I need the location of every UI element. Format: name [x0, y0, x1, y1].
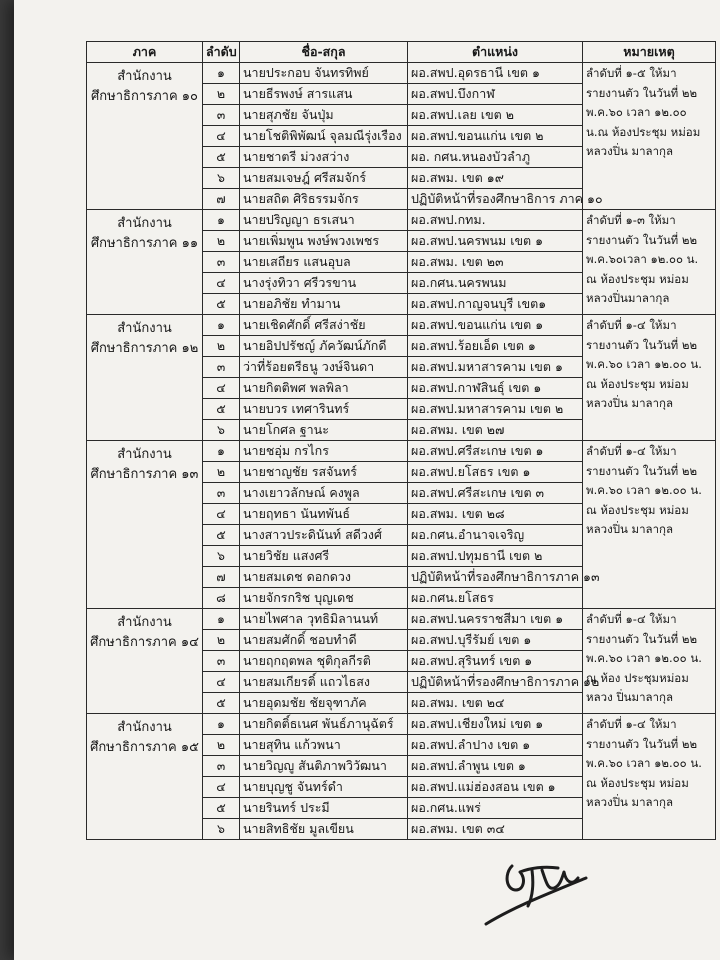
name-cell: นายสมเดช ดอกดวง [240, 567, 408, 588]
name-cell: ว่าที่ร้อยตรีธนู วงษ์จินดา [240, 357, 408, 378]
order-cell: ๒ [203, 630, 240, 651]
order-cell: ๑ [203, 315, 240, 336]
position-cell: ผอ.สพป.แม่ฮ่องสอน เขต ๑ [408, 777, 583, 798]
header-position: ตำแหน่ง [408, 42, 583, 63]
region-cell: สำนักงาน ศึกษาธิการภาค ๑๒ [87, 315, 203, 441]
name-cell: นายสุภชัย จันปุ่ม [240, 105, 408, 126]
position-cell: ผอ.กศน.แพร่ [408, 798, 583, 819]
order-cell: ๔ [203, 777, 240, 798]
name-cell: นายวิญญู สันติภาพวิวัฒนา [240, 756, 408, 777]
name-cell: นายฤทธา นันทพันธ์ [240, 504, 408, 525]
position-cell: ผอ.สพป.มหาสารคาม เขต ๒ [408, 399, 583, 420]
name-cell: นายอุดมชัย ชัยจุฑาภัค [240, 693, 408, 714]
position-cell: ผอ. กศน.หนองบัวลำภู [408, 147, 583, 168]
name-cell: นายชาตรี ม่วงสว่าง [240, 147, 408, 168]
header-note: หมายเหตุ [583, 42, 716, 63]
order-cell: ๔ [203, 126, 240, 147]
order-cell: ๑ [203, 63, 240, 84]
name-cell: นายอิปปรัชญ์ ภัควัฒน์ภักดี [240, 336, 408, 357]
name-cell: นายชอุ่ม กรไกร [240, 441, 408, 462]
name-cell: นายรินทร์ ประมี [240, 798, 408, 819]
position-cell: ผอ.สพป.ยโสธร เขต ๑ [408, 462, 583, 483]
order-cell: ๒ [203, 735, 240, 756]
position-cell: ผอ.สพป.ปทุมธานี เขต ๒ [408, 546, 583, 567]
name-cell: นายไพศาล วุทธิมิลานนท์ [240, 609, 408, 630]
order-cell: ๑ [203, 441, 240, 462]
position-cell: ผอ.สพป.ศรีสะเกษ เขต ๑ [408, 441, 583, 462]
position-cell: ผอ.สพป.เชียงใหม่ เขต ๑ [408, 714, 583, 735]
order-cell: ๖ [203, 168, 240, 189]
order-cell: ๘ [203, 588, 240, 609]
position-cell: ผอ.สพป.นครราชสีมา เขต ๑ [408, 609, 583, 630]
header-row [87, 42, 716, 63]
name-cell: นายโชติพิพัฒน์ จุลมณีรุ่งเรือง [240, 126, 408, 147]
position-cell: ผอ.สพป.กทม. [408, 210, 583, 231]
position-cell: ผอ.สพม. เขต ๓๔ [408, 819, 583, 840]
table-body [87, 63, 716, 840]
order-cell: ๔ [203, 273, 240, 294]
region-cell: สำนักงาน ศึกษาธิการภาค ๑๓ [87, 441, 203, 609]
name-cell: นายชาญชัย รสจันทร์ [240, 462, 408, 483]
order-cell: ๖ [203, 420, 240, 441]
position-cell: ผอ.กศน.อำนาจเจริญ [408, 525, 583, 546]
name-cell: นายกิตติ์ธเนศ พันธ์ภานุฉัตร์ [240, 714, 408, 735]
name-cell: นายสมเกียรติ์ แถวไธสง [240, 672, 408, 693]
order-cell: ๖ [203, 546, 240, 567]
name-cell: นายสมเจษฎ์ ศรีสมจักร์ [240, 168, 408, 189]
document-page [14, 0, 720, 960]
position-cell: ผอ.สพป.กาญจนบุรี เขต๑ [408, 294, 583, 315]
region-cell: สำนักงาน ศึกษาธิการภาค ๑๔ [87, 609, 203, 714]
header-order: ลำดับ [203, 42, 240, 63]
note-cell: ลำดับที่ ๑-๔ ให้มา รายงานตัว ในวันที่ ๒๒ พ.ค.๖๐ เวลา ๑๒.๐๐ น. ณ ห้อง ประชุมหม่อมหลวง ปิ่นมาลากุล [583, 609, 716, 714]
region-cell: สำนักงาน ศึกษาธิการภาค ๑๑ [87, 210, 203, 315]
position-cell: ผอ.สพม. เขต ๒๗ [408, 420, 583, 441]
table-row [87, 714, 716, 735]
position-cell: ผอ.สพป.บึงกาฬ [408, 84, 583, 105]
order-cell: ๑ [203, 210, 240, 231]
order-cell: ๔ [203, 504, 240, 525]
order-cell: ๒ [203, 462, 240, 483]
position-cell: ปฏิบัติหน้าที่รองศึกษาธิการ ภาค ๑๐ [408, 189, 583, 210]
position-cell: ผอ.สพป.อุดรธานี เขต ๑ [408, 63, 583, 84]
name-cell: นายบวร เทศารินทร์ [240, 399, 408, 420]
order-cell: ๓ [203, 357, 240, 378]
name-cell: นายประกอบ จันทรทิพย์ [240, 63, 408, 84]
table-row [87, 441, 716, 462]
position-cell: ผอ.สพป.ศรีสะเกษ เขต ๓ [408, 483, 583, 504]
name-cell: นายบุญชู จันทร์ดำ [240, 777, 408, 798]
position-cell: ผอ.สพม. เขต ๑๙ [408, 168, 583, 189]
position-cell: ผอ.สพป.เลย เขต ๒ [408, 105, 583, 126]
position-cell: ผอ.สพป.สุรินทร์ เขต ๑ [408, 651, 583, 672]
header-name: ชื่อ-สกุล [240, 42, 408, 63]
name-cell: นายฤกฤตพล ชุติกุลกีรติ [240, 651, 408, 672]
note-cell: ลำดับที่ ๑-๕ ให้มารายงานตัว ในวันที่ ๒๒ พ.ค.๖๐ เวลา ๑๒.๐๐ น.ณ ห้องประชุม หม่อมหลวงปิ่น มาลากุล [583, 63, 716, 210]
order-cell: ๑ [203, 714, 240, 735]
name-cell: นายเพิ่มพูน พงษ์พวงเพชร [240, 231, 408, 252]
order-cell: ๕ [203, 525, 240, 546]
order-cell: ๓ [203, 756, 240, 777]
order-cell: ๔ [203, 378, 240, 399]
name-cell: นายอภิชัย ทำมาน [240, 294, 408, 315]
position-cell: ผอ.สพป.บุรีรัมย์ เขต ๑ [408, 630, 583, 651]
note-cell: ลำดับที่ ๑-๔ ให้มารายงานตัว ในวันที่ ๒๒ พ.ค.๖๐ เวลา ๑๒.๐๐ น. ณ ห้องประชุม หม่อมหลวงปิ่น มาลากุล [583, 714, 716, 840]
name-cell: นายเสถียร แสนอุบล [240, 252, 408, 273]
position-cell: ผอ.สพป.นครพนม เขต ๑ [408, 231, 583, 252]
order-cell: ๗ [203, 567, 240, 588]
position-cell: ผอ.สพม. เขต ๒๘ [408, 504, 583, 525]
name-cell: นายสถิต ศิริธรรมจักร [240, 189, 408, 210]
position-cell: ผอ.สพม. เขต ๒๔ [408, 693, 583, 714]
name-cell: นายวิชัย แสงศรี [240, 546, 408, 567]
position-cell: ผอ.กศน.นครพนม [408, 273, 583, 294]
region-cell: สำนักงาน ศึกษาธิการภาค ๑๐ [87, 63, 203, 210]
header-region: ภาค [87, 42, 203, 63]
order-cell: ๕ [203, 147, 240, 168]
order-cell: ๓ [203, 651, 240, 672]
table-row [87, 609, 716, 630]
name-cell: นายธีรพงษ์ สารแสน [240, 84, 408, 105]
table-row [87, 210, 716, 231]
order-cell: ๒ [203, 336, 240, 357]
note-cell: ลำดับที่ ๑-๔ ให้มารายงานตัว ในวันที่ ๒๒ พ.ค.๖๐ เวลา ๑๒.๐๐ น. ณ ห้องประชุม หม่อมหลวงปิ่น มาลากุล [583, 315, 716, 441]
name-cell: นางสาวประดินันท์ สดีวงศ์ [240, 525, 408, 546]
position-cell: ผอ.สพป.ขอนแก่น เขต ๑ [408, 315, 583, 336]
order-cell: ๓ [203, 483, 240, 504]
order-cell: ๑ [203, 609, 240, 630]
assignment-table [86, 41, 716, 840]
position-cell: ปฏิบัติหน้าที่รองศึกษาธิการภาค ๑๒ [408, 672, 583, 693]
name-cell: นายสมศักดิ์ ชอบทำดี [240, 630, 408, 651]
table-row [87, 315, 716, 336]
table-row [87, 63, 716, 84]
region-cell: สำนักงาน ศึกษาธิการภาค ๑๕ [87, 714, 203, 840]
position-cell: ผอ.สพป.มหาสารคาม เขต ๑ [408, 357, 583, 378]
order-cell: ๔ [203, 672, 240, 693]
name-cell: นายกิตติพศ พลพิลา [240, 378, 408, 399]
order-cell: ๕ [203, 798, 240, 819]
order-cell: ๕ [203, 693, 240, 714]
order-cell: ๓ [203, 252, 240, 273]
position-cell: ผอ.สพป.ร้อยเอ็ด เขต ๑ [408, 336, 583, 357]
position-cell: ผอ.สพม. เขต ๒๓ [408, 252, 583, 273]
name-cell: นายปริญญา ธรเสนา [240, 210, 408, 231]
order-cell: ๒ [203, 84, 240, 105]
order-cell: ๗ [203, 189, 240, 210]
order-cell: ๖ [203, 819, 240, 840]
name-cell: นางเยาวลักษณ์ คงพูล [240, 483, 408, 504]
order-cell: ๕ [203, 399, 240, 420]
name-cell: นายโกศล ฐานะ [240, 420, 408, 441]
position-cell: ปฏิบัติหน้าที่รองศึกษาธิการภาค ๑๓ [408, 567, 583, 588]
name-cell: นายจักรกริช บุญเดช [240, 588, 408, 609]
name-cell: นายสุทิน แก้วพนา [240, 735, 408, 756]
name-cell: นายสิทธิชัย มูลเขียน [240, 819, 408, 840]
position-cell: ผอ.สพป.กาฬสินธุ์ เขต ๑ [408, 378, 583, 399]
position-cell: ผอ.สพป.ขอนแก่น เขต ๒ [408, 126, 583, 147]
name-cell: นางรุ่งทิวา ศรีวรขาน [240, 273, 408, 294]
note-cell: ลำดับที่ ๑-๔ ให้มารายงานตัว ในวันที่ ๒๒ พ.ค.๖๐ เวลา ๑๒.๐๐ น. ณ ห้องประชุม หม่อมหลวงปิ่น มาลากุล [583, 441, 716, 609]
name-cell: นายเชิดศักดิ์ ศรีสง่าชัย [240, 315, 408, 336]
position-cell: ผอ.สพป.ลำพูน เขต ๑ [408, 756, 583, 777]
order-cell: ๒ [203, 231, 240, 252]
position-cell: ผอ.กศน.ยโสธร [408, 588, 583, 609]
order-cell: ๓ [203, 105, 240, 126]
order-cell: ๕ [203, 294, 240, 315]
position-cell: ผอ.สพป.ลำปาง เขต ๑ [408, 735, 583, 756]
signature-mark [482, 838, 592, 928]
note-cell: ลำดับที่ ๑-๓ ให้มารายงานตัว ในวันที่ ๒๒ พ.ค.๖๐เวลา ๑๒.๐๐ น. ณ ห้องประชุม หม่อมหลวงปิ่นมาลากุล [583, 210, 716, 315]
